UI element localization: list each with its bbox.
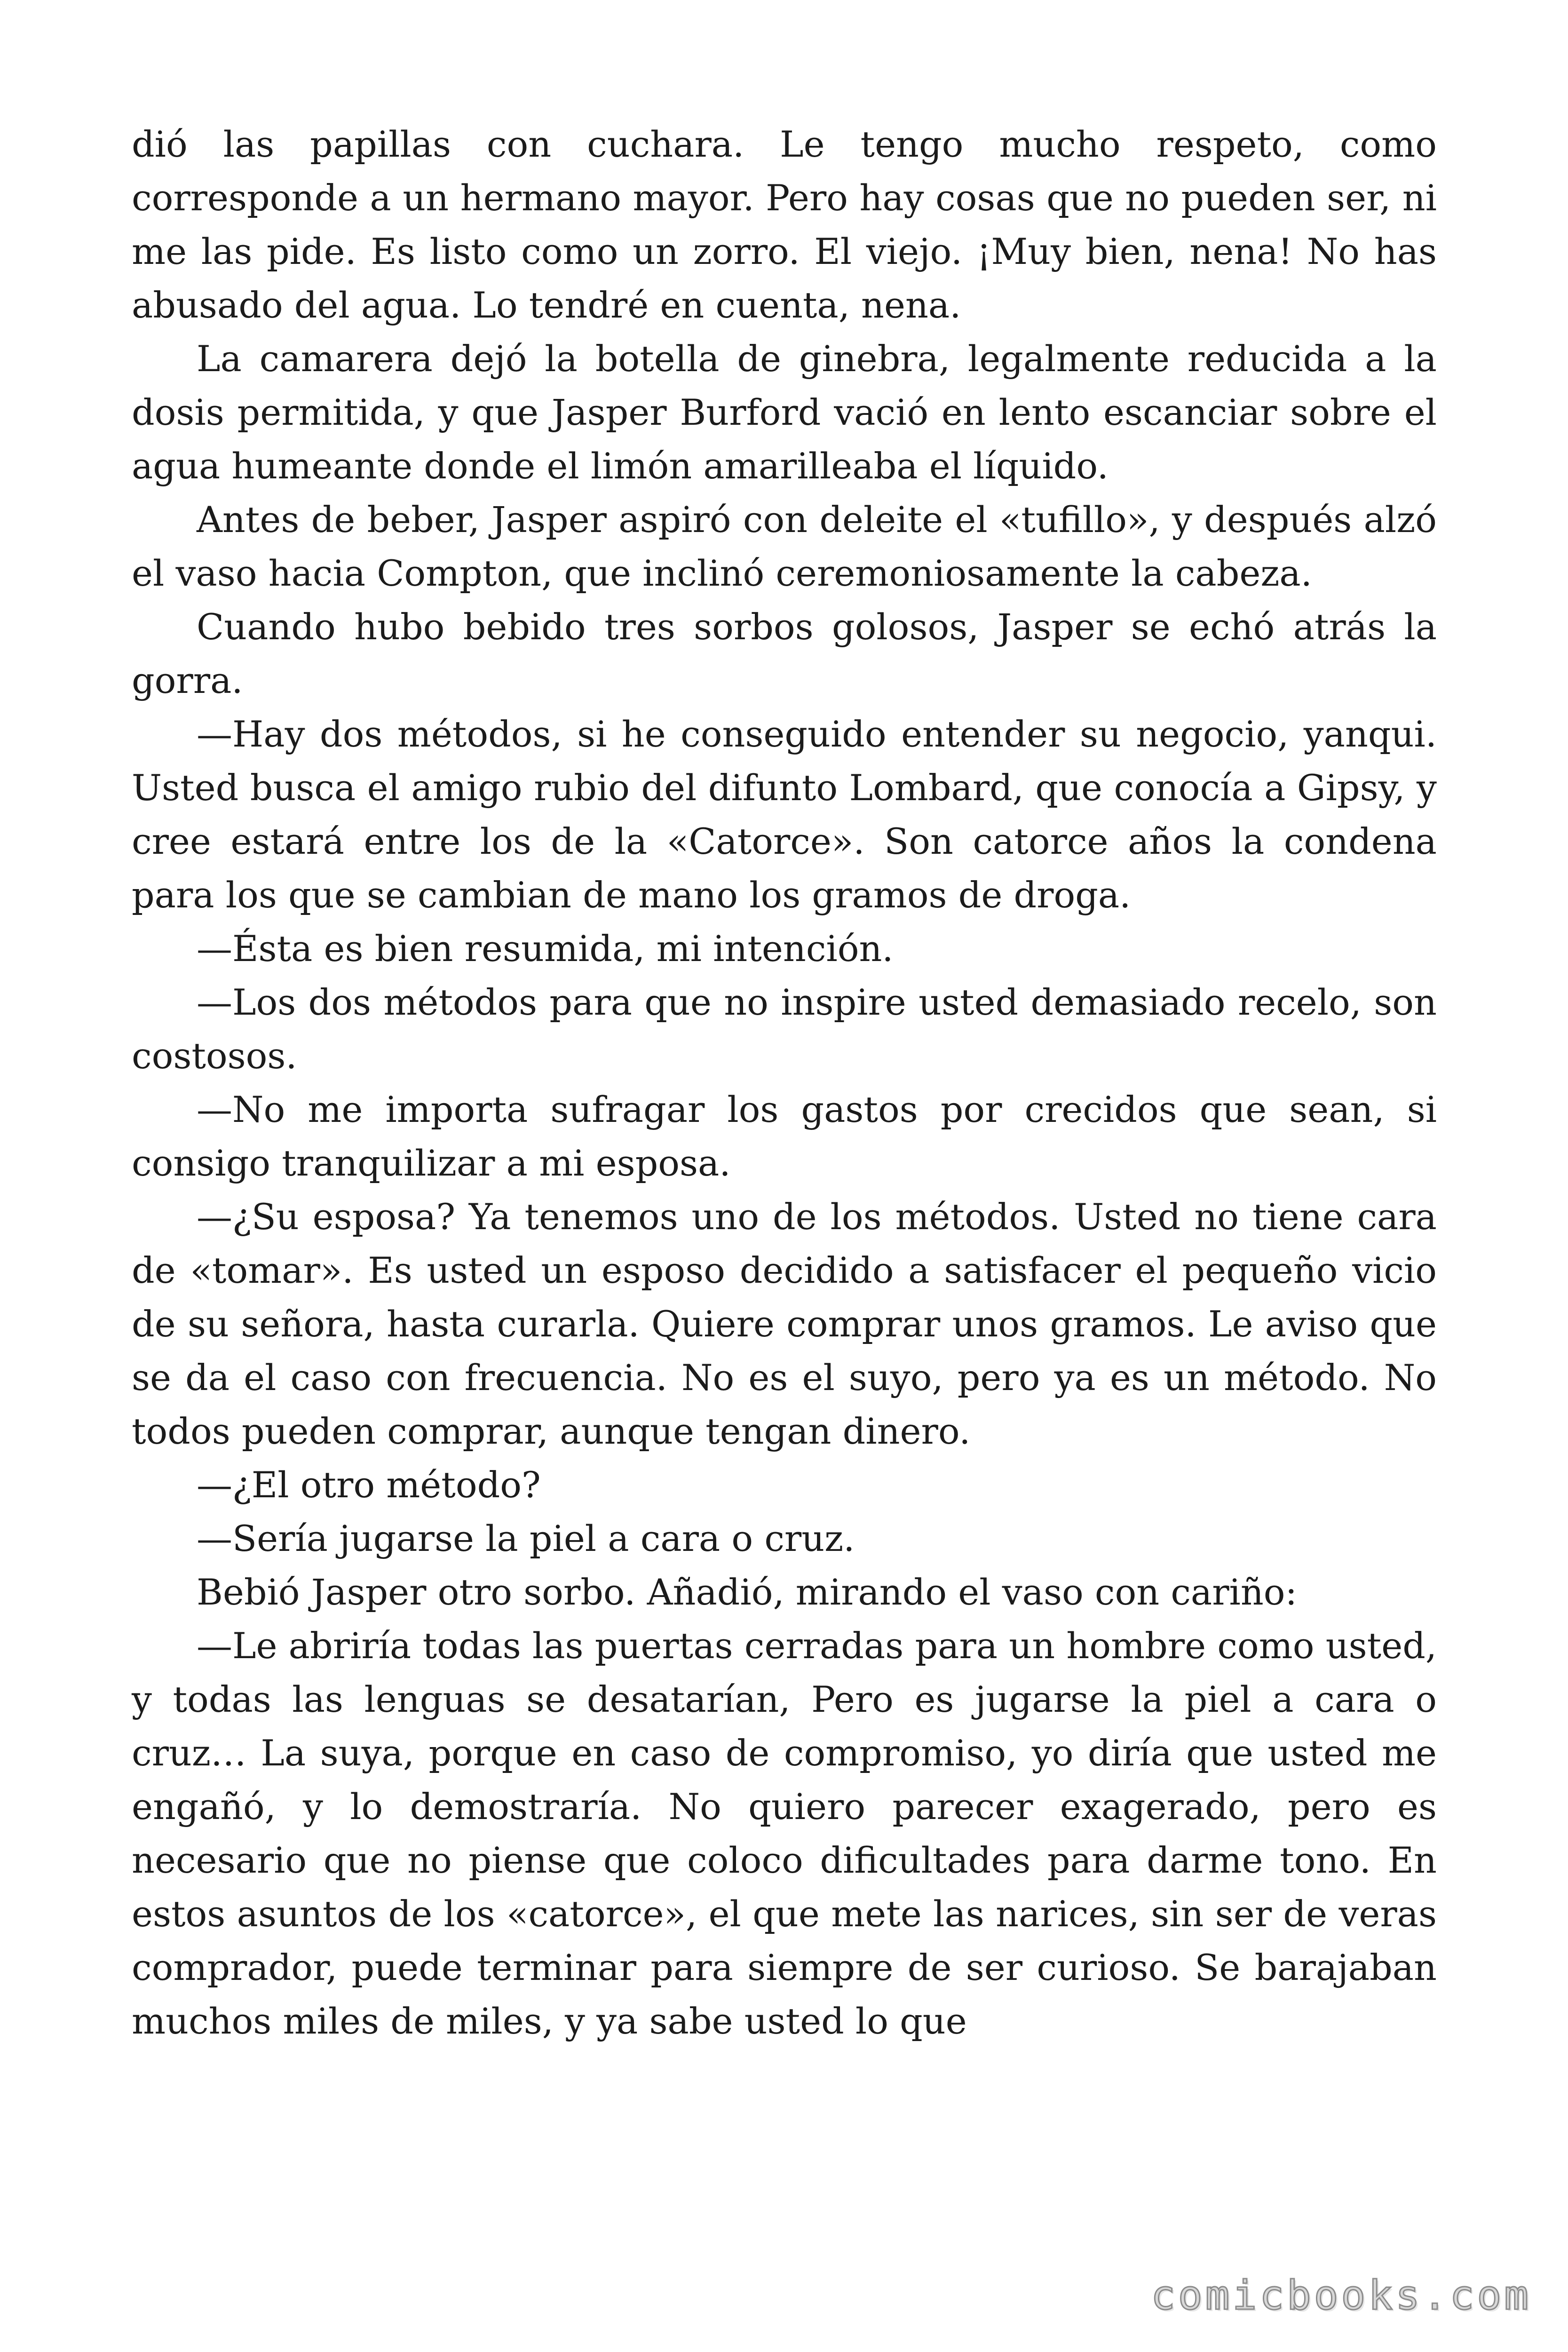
paragraph-4: Cuando hubo bebido tres sorbos golosos, Jasper se echó atrás la gorra. <box>132 606 1437 701</box>
paragraph-11: —Sería jugarse la piel a cara o cruz. <box>197 1518 855 1559</box>
paragraph-13: —Le abriría todas las puertas cerradas para un hombre como usted, y todas las lenguas se desatarían, Pero es jugarse la piel a cara o cruz… La suya, porque en caso de compromiso, yo diría que usted me engañó, y lo demostraría. No quiero parecer exagerado, pero es necesario que no piense que coloco dificultades para darme tono. En estos asuntos de los «catorce», el que mete las narices, sin ser de veras comprador, puede terminar para siempre de ser curioso. Se barajaban muchos miles de miles, y ya sabe usted lo que <box>132 1625 1437 2042</box>
watermark-logo: comicbooks.com <box>1151 2272 1531 2319</box>
paragraph-12: Bebió Jasper otro sorbo. Añadió, mirando el vaso con cariño: <box>197 1571 1298 1613</box>
book-page-body <box>132 118 1437 2048</box>
paragraph-8: —No me importa sufragar los gastos por crecidos que sean, si consigo tranquilizar a mi esposa. <box>132 1089 1437 1184</box>
paragraph-3: Antes de beber, Jasper aspiró con deleite el «tufillo», y después alzó el vaso hacia Compton, que inclinó ceremoniosamente la cabeza. <box>132 499 1437 594</box>
paragraph-5: —Hay dos métodos, si he conseguido entender su negocio, yanqui. Usted busca el amigo rubio del difunto Lombard, que conocía a Gipsy, y cree estará entre los de la «Catorce». Son catorce años la condena para los que se cambian de mano los gramos de droga. <box>132 713 1437 916</box>
paragraph-10: —¿El otro método? <box>197 1464 541 1506</box>
paragraph-9: —¿Su esposa? Ya tenemos uno de los métodos. Usted no tiene cara de «tomar». Es usted un esposo decidido a satisfacer el pequeño vicio de su señora, hasta curarla. Quiere comprar unos gramos. Le aviso que se da el caso con frecuencia. No es el suyo, pero ya es un método. No todos pueden comprar, aunque tengan dinero. <box>132 1196 1437 1452</box>
paragraph-2: La camarera dejó la botella de ginebra, legalmente reducida a la dosis permitida, y que Jasper Burford vació en lento escanciar sobre el agua humeante donde el limón amarilleaba el líquido. <box>132 338 1437 487</box>
paragraph-1: dió las papillas con cuchara. Le tengo mucho respeto, como corresponde a un hermano mayor. Pero hay cosas que no pueden ser, ni me las pide. Es listo como un zorro. El viejo. ¡Muy bien, nena! No has abusado del agua. Lo tendré en cuenta, nena. <box>132 123 1437 326</box>
paragraph-7: —Los dos métodos para que no inspire usted demasiado recelo, son costosos. <box>132 981 1437 1077</box>
paragraph-6: —Ésta es bien resumida, mi intención. <box>197 928 894 969</box>
